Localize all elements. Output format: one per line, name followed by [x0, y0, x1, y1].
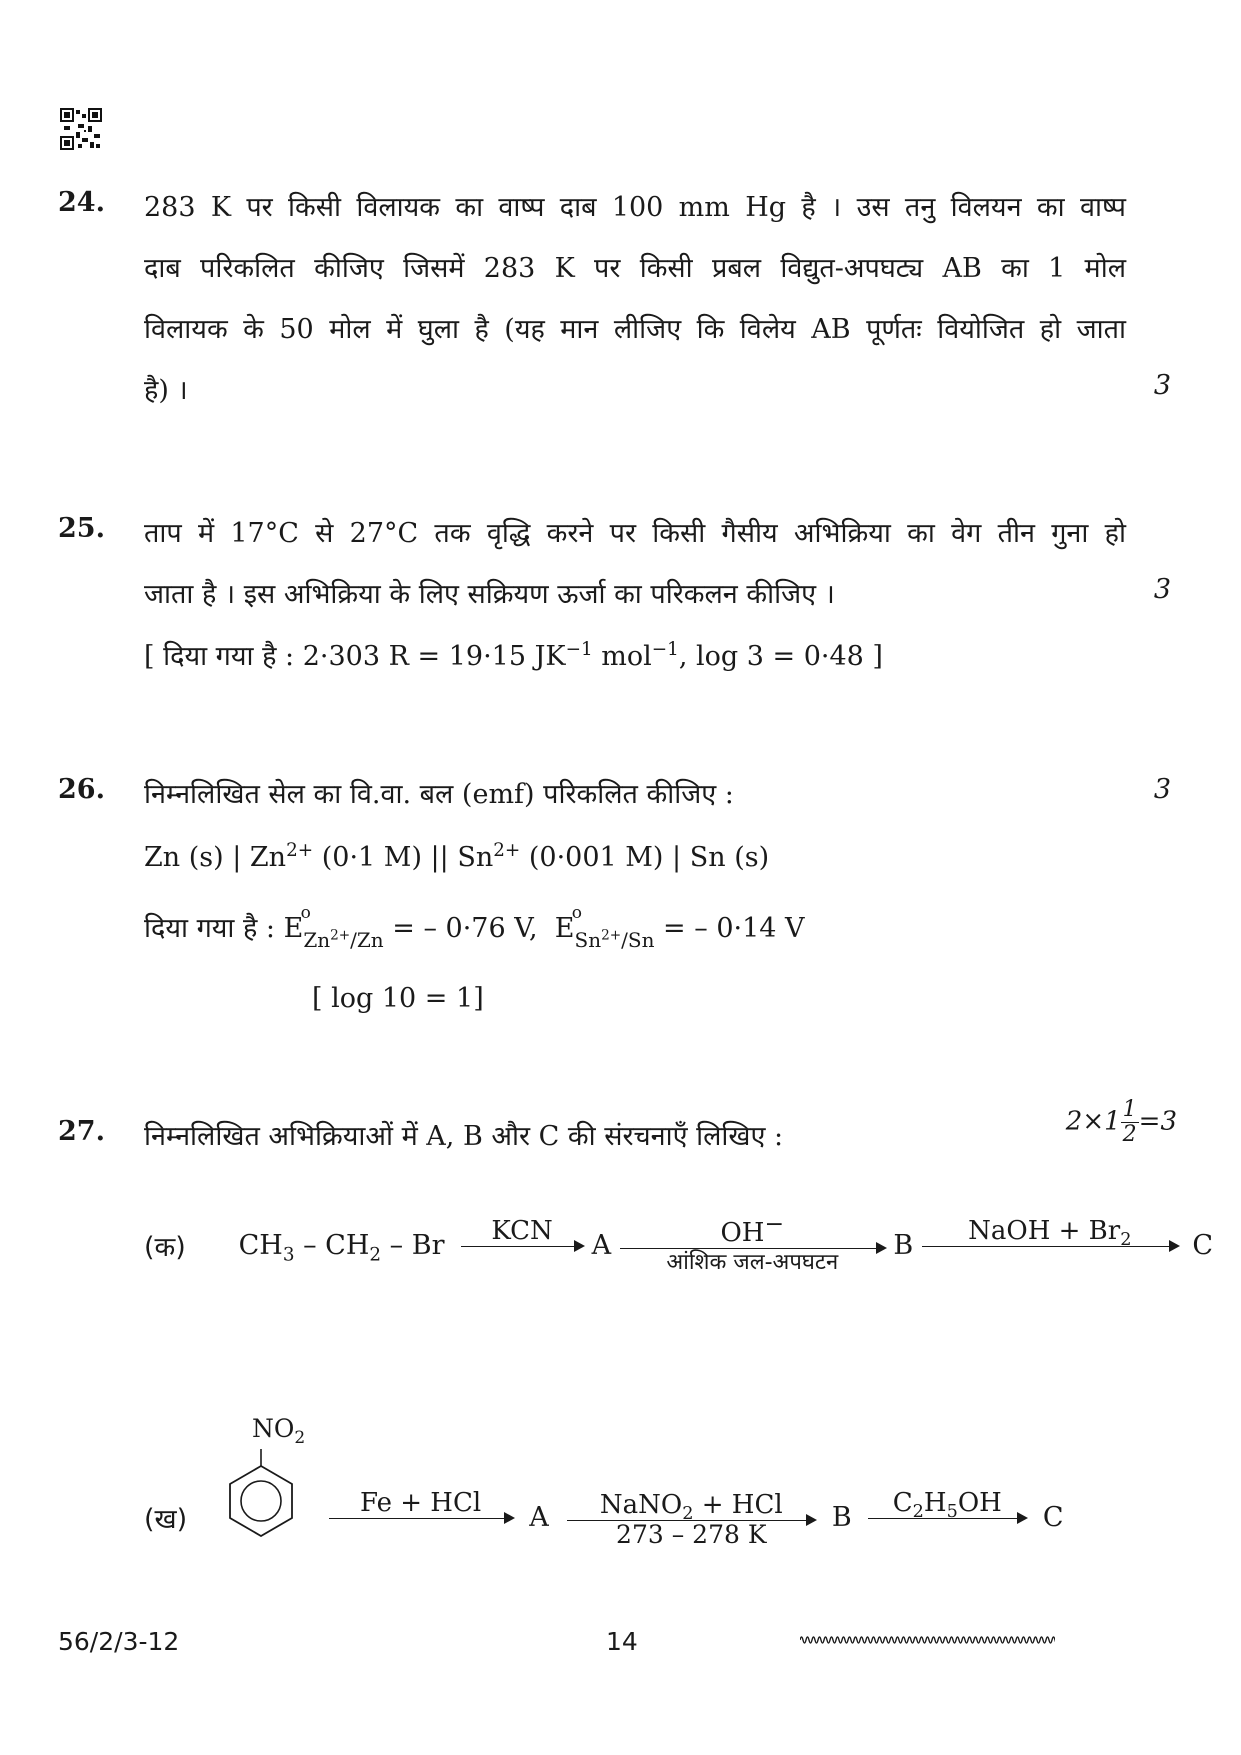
question-26-log-value: [ log 10 = 1] — [312, 983, 484, 1014]
question-27-line-1: निम्नलिखित अभिक्रियाओं में A, B और C की संरचनाएँ लिखिए : — [144, 1121, 784, 1152]
qr-code-icon — [60, 108, 102, 150]
question-25-line-1: ताप में 17°C से 27°C तक वृद्धि करने पर किसी गैसीय अभिक्रिया का वेग तीन गुना हो — [144, 518, 1126, 549]
question-26-line-1: निम्नलिखित सेल का वि.वा. बल (emf) परिकलित कीजिए : — [144, 779, 734, 810]
reaction-ka-arrow-3: NaOH + $Br_2$ — [922, 1216, 1178, 1247]
wavy-line-decoration — [800, 1630, 1055, 1650]
reaction-kha-product-c: C — [1042, 1502, 1064, 1533]
question-26-marks: 3 — [1153, 774, 1171, 805]
question-24-line-4: है) । — [144, 375, 188, 406]
question-26-number: 26. — [58, 774, 105, 805]
question-24-line-2: दाब परिकलित कीजिए जिसमें 283 K पर किसी प्रबल विद्युत-अपघट्य AB का 1 मोल — [144, 253, 1126, 284]
reaction-kha-arrow-1: Fe + HCl — [329, 1488, 513, 1519]
question-25-given: [ दिया गया है : 2·303 R = 19·15 $JK^{-1}$ mol$^{-1}$, log 3 = 0·48 ] — [144, 639, 883, 672]
reaction-kha-product-a: A — [529, 1502, 549, 1533]
reaction-ka — [144, 1209, 1214, 1275]
reaction-ka-arrow-2: OH− आंशिक जल-अपघटन — [620, 1218, 885, 1277]
question-24-line-1: 283 K पर किसी विलायक का वाष्प दाब 100 mm Hg है । उस तनु विलयन का वाष्प — [144, 192, 1126, 223]
question-24-number: 24. — [58, 187, 105, 218]
question-25-number: 25. — [58, 513, 105, 544]
question-24-line-3: विलायक के 50 मोल में घुला है (यह मान लीजिए कि विलेय AB पूर्णतः वियोजित हो जाता — [144, 314, 1126, 345]
reaction-ka-product-c: C — [1192, 1230, 1214, 1261]
question-27-marks: 2×1 $\frac{1}{2}$ =3 — [1065, 1097, 1177, 1147]
question-25-line-2: जाता है । इस अभिक्रिया के लिए सक्रियण ऊर्जा का परिकलन कीजिए । — [144, 579, 835, 610]
reaction-kha-label: (ख) — [144, 1504, 188, 1535]
page-number: 14 — [606, 1627, 638, 1656]
reaction-ka-label: (क) — [144, 1232, 186, 1263]
paper-code: 56/2/3-12 — [58, 1627, 180, 1656]
question-24-marks: 3 — [1153, 370, 1171, 401]
nitro-substituent-label: $NO_2$ — [252, 1414, 306, 1448]
reaction-kha-arrow-3: $C_2H_5OH$ — [868, 1488, 1026, 1519]
reaction-kha-arrow-2: NaNO$_2$ + HCl 273 – 278 K — [567, 1490, 815, 1549]
reaction-ka-arrow-1: KCN — [461, 1216, 583, 1247]
reaction-ka-product-b: B — [893, 1230, 914, 1261]
question-26-cell-notation: Zn (s) | $Zn^{2+}$ (0·1 M) || $Sn^{2+}$ (0·001 M) | Sn (s) — [144, 840, 770, 873]
reaction-kha — [144, 1488, 1064, 1547]
reaction-ka-product-a: A — [591, 1230, 612, 1261]
reaction-kha-product-b: B — [831, 1502, 852, 1533]
question-26-given-potentials: दिया गया है : E o $_{Zn^{2+}/Zn}$ = – 0·76 V, E o $_{Sn^{2+}/Sn}$ = – 0·14 V — [144, 903, 805, 952]
reaction-ka-reactant: $CH_3 - CH_2$ – Br — [238, 1230, 445, 1266]
question-25-marks: 3 — [1153, 574, 1171, 605]
question-27-number: 27. — [58, 1116, 105, 1147]
